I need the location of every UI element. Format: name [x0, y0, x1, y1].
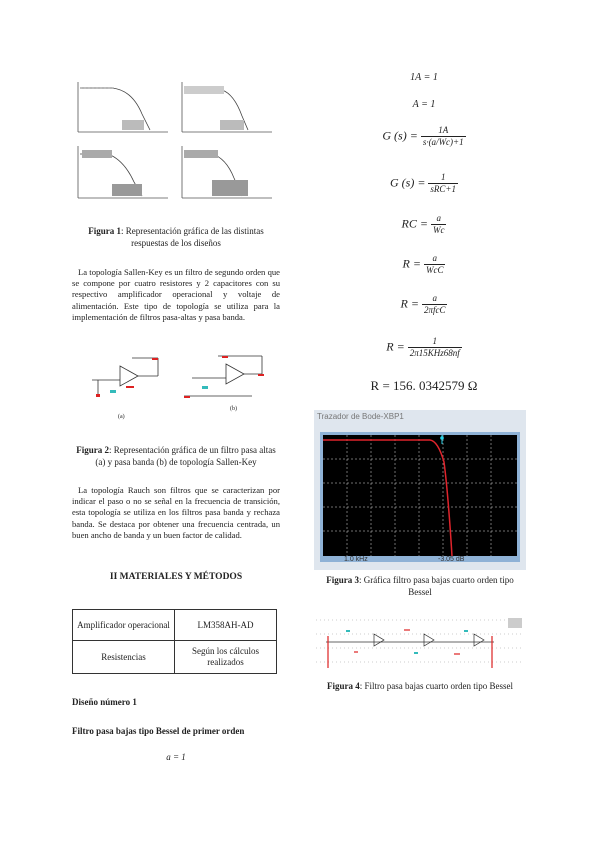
- figure-4-label: Figura 4: [327, 681, 360, 691]
- figure-3-caption: [314, 574, 526, 598]
- table-row: [73, 610, 277, 641]
- equation-1: 1A = 1: [410, 72, 438, 83]
- figure-1-caption: [72, 225, 280, 249]
- equation-7: [320, 293, 528, 316]
- paragraph-rauch: La topología Rauch son filtros que se caracterizan por indicar el paso o no se señal en la frecuencia de transición, esta topología se utiliza en los filtros pasa banda y rechaza banda. Se destaca por obtener una frecuencia centrada, un buen ancho de banda y un buen factor de calidad.: [72, 485, 280, 540]
- equation-3-numerator: 1A: [421, 125, 466, 137]
- equation-8: [320, 336, 528, 359]
- figure-1-image: [72, 74, 280, 206]
- equation-3-denominator: s·(a/Wc)+1: [422, 137, 464, 147]
- equation-6: [320, 253, 528, 276]
- bode-readout-left: 1.0 kHz: [344, 556, 368, 563]
- equation-5-denominator: Wc: [432, 225, 445, 235]
- equation-4-numerator: 1: [428, 172, 458, 184]
- figure-2-caption: [72, 444, 280, 468]
- equation-6-denominator: WcC: [425, 265, 444, 275]
- figure-2a-sublabel: (a): [118, 414, 125, 420]
- equation-5: [320, 213, 528, 236]
- materials-table: [72, 609, 277, 674]
- equation-4-lhs: G (s) =: [389, 175, 426, 190]
- equation-6-numerator: a: [424, 253, 446, 265]
- bode-window: [314, 410, 526, 570]
- figure-4-caption-text: : Filtro pasa bajas cuarto orden tipo Bessel: [359, 681, 513, 691]
- table-cell: LM358AH-AD: [175, 610, 277, 641]
- design-heading: Diseño número 1: [72, 697, 137, 707]
- equation-6-lhs: R =: [402, 256, 421, 271]
- equation-7-denominator: 2πfcC: [423, 305, 446, 315]
- table-cell: Amplificador operacional: [73, 610, 175, 641]
- paragraph-sallen-key: La topología Sallen-Key es un filtro de segundo orden que se compone por cuatro resistores y 2 capacitores con su respectivo amplificador operacional y voltaje de alimentación. Este tipo de topología se utiliza para la implementación de filtros pasa-altas y pasa banda.: [72, 267, 280, 322]
- figure-1-label: Figura 1: [88, 226, 122, 236]
- figure-1-caption-text: : Representación gráfica de las distintas respuestas de los diseños: [121, 226, 264, 248]
- figure-2-image: [72, 350, 280, 414]
- equation-8-denominator: 2π15KHz68nf: [409, 348, 460, 358]
- equation-8-numerator: 1: [408, 336, 462, 348]
- bode-display: [320, 432, 520, 562]
- figure-3-caption-text: : Gráfica filtro pasa bajas cuarto orden tipo Bessel: [359, 575, 514, 597]
- bode-window-title: Trazador de Bode-XBP1: [317, 412, 404, 421]
- figure-2-caption-text: : Representación gráfica de un filtro pasa altas (a) y pasa banda (b) de topología Sallen-Key: [95, 445, 276, 467]
- figure-4-image: [314, 612, 526, 674]
- equation-4-denominator: sRC+1: [430, 184, 456, 194]
- figure-4-caption: [314, 680, 526, 692]
- filter-heading: Filtro pasa bajas tipo Bessel de primer orden: [72, 726, 245, 736]
- table-cell: Resistencias: [73, 641, 175, 674]
- equation-2: A = 1: [412, 99, 436, 110]
- equation-7-numerator: a: [422, 293, 448, 305]
- equation-7-lhs: R =: [400, 296, 419, 311]
- figure-3-label: Figura 3: [326, 575, 360, 585]
- equation-9: R = 156. 0342579 Ω: [370, 378, 478, 393]
- equation-5-numerator: a: [431, 213, 447, 225]
- bode-plot: [320, 432, 520, 562]
- figure-2-label: Figura 2: [76, 445, 110, 455]
- equation-3: [320, 125, 528, 148]
- equation-4: [320, 172, 528, 195]
- equation-a: a = 1: [166, 752, 186, 762]
- section-heading-materiales: II MATERIALES Y MÉTODOS: [109, 572, 243, 582]
- equation-8-lhs: R =: [386, 339, 405, 354]
- equation-3-lhs: G (s) =: [382, 128, 418, 143]
- table-row: [73, 641, 277, 674]
- bode-readout-right: -3.05 dB: [438, 556, 465, 563]
- equation-5-lhs: RC =: [401, 216, 428, 231]
- table-cell: Según los cálculos realizados: [175, 641, 277, 674]
- figure-2b-sublabel: (b): [230, 406, 237, 412]
